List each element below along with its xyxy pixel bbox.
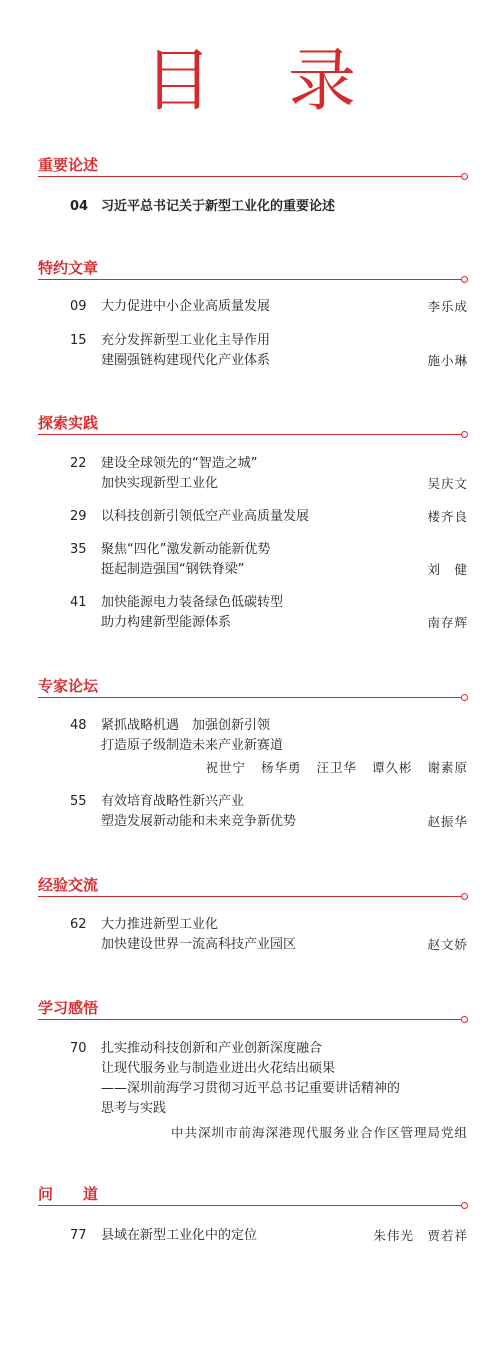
entry-title-line: 加快能源电力装备绿色低碳转型 [101, 595, 284, 610]
section-divider-dot-icon [461, 694, 468, 701]
page-number: 62 [70, 917, 87, 932]
section-inquiry [0, 1184, 500, 1208]
entry-author: 杨华勇 [260, 760, 302, 775]
section-header [38, 676, 468, 700]
section-exploration-practice [0, 413, 500, 437]
page-number: 55 [70, 794, 87, 809]
section-divider [38, 697, 462, 698]
entry-author: 祝世宁 [205, 760, 246, 775]
entry-title-line: 习近平总书记关于新型工业化的重要论述 [101, 199, 336, 214]
entry-author: 中共深圳市前海深港现代服务业合作区管理局党组 [170, 1125, 468, 1140]
section-study-reflections [0, 998, 500, 1022]
page-number: 29 [70, 509, 87, 524]
entry-author: 汪卫华 [316, 760, 357, 775]
entry-title-line: 县域在新型工业化中的定位 [101, 1228, 258, 1243]
section-divider-dot-icon [461, 276, 468, 283]
entry-title-line: 以科技创新引领低空产业高质量发展 [101, 509, 310, 524]
entry-author: 朱伟光 贾若祥 [373, 1228, 468, 1243]
section-title: 专家论坛 [38, 677, 99, 695]
section-divider-dot-icon [461, 431, 468, 438]
page-number: 77 [70, 1228, 87, 1243]
entry-title-line: 加快实现新型工业化 [101, 476, 219, 491]
page-number: 22 [70, 456, 87, 471]
page-number: 15 [70, 333, 87, 348]
section-divider-dot-icon [461, 1202, 468, 1209]
entry-author: 刘 健 [427, 562, 468, 577]
section-divider [38, 1205, 462, 1206]
section-header [38, 1184, 468, 1208]
section-special-articles [0, 258, 500, 282]
section-experience-exchange [0, 875, 500, 899]
entry-author: 赵振华 [427, 814, 468, 829]
entry-author: 楼齐良 [427, 509, 468, 524]
section-header [38, 998, 468, 1022]
section-divider-dot-icon [461, 1016, 468, 1023]
entry-title-line: 思考与实践 [101, 1101, 167, 1116]
entry-title-line: 塑造发展新动能和未来竞争新优势 [101, 814, 297, 829]
entry-title-line: 聚焦“四化”激发新动能新优势 [101, 542, 271, 557]
page-number: 48 [70, 718, 87, 733]
entry-title-line: 建圈强链构建现代化产业体系 [101, 353, 271, 368]
section-title: 问 道 [38, 1185, 99, 1203]
entry-author: 谭久彬 [371, 760, 413, 775]
entry-title-line: 挺起制造强国“钢铁脊梁” [101, 562, 245, 577]
section-divider [38, 279, 462, 280]
page-number: 41 [70, 595, 87, 610]
section-header [38, 875, 468, 899]
entry-author: 施小琳 [427, 353, 468, 368]
section-title: 特约文章 [38, 259, 99, 277]
page-number: 09 [70, 299, 87, 314]
entry-title-line: 让现代服务业与制造业迸出火花结出硕果 [101, 1061, 336, 1076]
section-title: 学习感悟 [38, 999, 99, 1017]
section-title: 经验交流 [38, 876, 99, 894]
entry-authors [195, 758, 468, 778]
entry-title-line: 大力推进新型工业化 [101, 917, 219, 932]
entry-title-line: 打造原子级制造未来产业新赛道 [101, 738, 284, 753]
entry-title-line: 有效培育战略性新兴产业 [101, 794, 245, 809]
entry-title-line: 助力构建新型能源体系 [101, 615, 232, 630]
entry-title-line: 紧抓战略机遇 加强创新引领 [101, 718, 271, 733]
section-divider-dot-icon [461, 893, 468, 900]
section-expert-forum [0, 676, 500, 700]
section-important-remarks [0, 155, 500, 179]
entry-title-line: 大力促进中小企业高质量发展 [101, 299, 271, 314]
entry-title-line: 加快建设世界一流高科技产业园区 [101, 937, 297, 952]
section-divider [38, 434, 462, 435]
page-title: 目录 [143, 42, 432, 121]
section-header [38, 258, 468, 282]
entry-author: 吴庆文 [427, 476, 468, 491]
entry-author: 赵文娇 [427, 937, 468, 952]
section-divider [38, 176, 462, 177]
section-header [38, 155, 468, 179]
page-number: 70 [70, 1041, 87, 1056]
section-title: 重要论述 [38, 156, 99, 174]
entry-title-line: 充分发挥新型工业化主导作用 [101, 333, 271, 348]
page-number: 35 [70, 542, 87, 557]
entry-author: 李乐成 [427, 299, 468, 314]
entry-title-line: 扎实推动科技创新和产业创新深度融合 [101, 1041, 323, 1056]
section-divider [38, 1019, 462, 1020]
entry-author: 南存辉 [427, 615, 468, 630]
section-divider [38, 896, 462, 897]
section-divider-dot-icon [461, 173, 468, 180]
entry-author: 谢素原 [427, 760, 468, 775]
section-header [38, 413, 468, 437]
entry-title-line: ——深圳前海学习贯彻习近平总书记重要讲话精神的 [101, 1081, 401, 1096]
page-number: 04 [70, 199, 89, 214]
section-title: 探索实践 [38, 414, 99, 432]
entry-title-line: 建设全球领先的“智造之城” [101, 456, 258, 471]
